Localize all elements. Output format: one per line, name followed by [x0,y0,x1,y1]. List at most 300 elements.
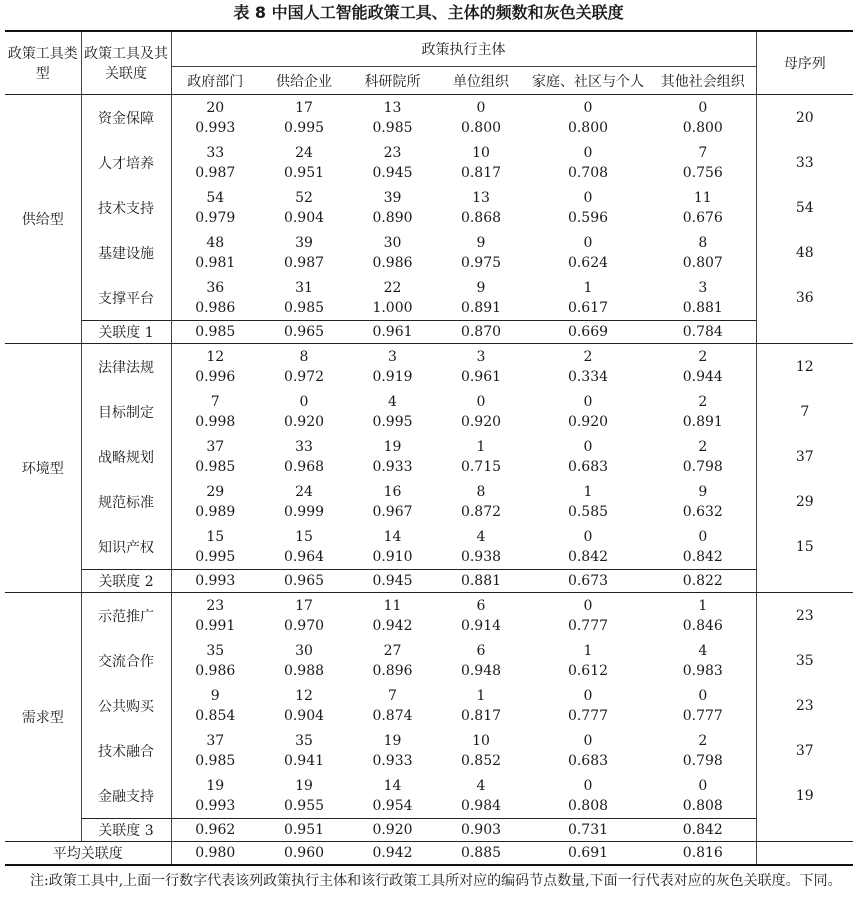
value-cell [259,593,349,639]
degree-value: 0.585 [567,503,609,520]
count-value: 0 [698,687,708,704]
value-cell [436,683,526,728]
count-value: 7 [698,144,708,161]
value-cell [259,95,349,141]
degree-value: 0.986 [195,299,236,316]
count-value: 22 [383,279,402,296]
value-cell [259,275,349,321]
count-value: 2 [583,348,593,365]
table-row [5,95,853,141]
count-value: 19 [206,777,225,794]
count-value: 3 [476,348,486,365]
value-cell [259,524,349,570]
count-value: 9 [698,483,708,500]
count-value: 13 [472,189,490,206]
count-value: 0 [698,99,708,116]
count-value: 37 [206,438,225,455]
tool-name: 战略规划 [81,434,171,479]
header-subject: 科研院所 [349,67,436,95]
value-cell [259,773,349,819]
value-cell [526,479,650,524]
count-value: 0 [583,393,593,410]
mother-value: 36 [795,289,814,306]
degree-value: 0.981 [195,254,236,271]
value-cell [650,773,756,819]
value-cell [436,140,526,185]
value-cell [526,524,650,570]
degree-value: 0.989 [195,503,236,520]
value-cell [171,434,259,479]
summary-label: 关联度 3 [81,819,171,842]
degree-value: 0.777 [682,707,723,724]
summary-value: 0.784 [650,321,756,344]
degree-value: 0.715 [460,458,502,475]
degree-value: 0.985 [372,119,413,136]
count-value: 37 [206,732,225,749]
value-cell [349,479,436,524]
count-value: 39 [383,189,402,206]
value-cell [526,185,650,230]
degree-value: 0.986 [372,254,413,271]
mother-value: 37 [795,448,814,465]
average-label: 平均关联度 [5,842,171,866]
count-value: 12 [206,348,225,365]
value-cell [349,230,436,275]
count-value: 0 [299,393,309,410]
header-subject: 其他社会组织 [650,67,756,95]
degree-value: 0.986 [195,662,236,679]
value-cell [526,728,650,773]
degree-value: 0.612 [567,662,609,679]
count-value: 23 [383,144,402,161]
count-value: 27 [383,642,402,659]
count-value: 2 [698,732,708,749]
tool-type: 需求型 [5,593,81,842]
value-cell [526,140,650,185]
count-value: 29 [206,483,225,500]
degree-value: 0.993 [195,797,236,814]
degree-value: 0.798 [682,752,723,769]
table-row [5,275,853,321]
header-mother: 母序列 [756,31,853,95]
degree-value: 0.846 [682,617,723,634]
value-cell [650,230,756,275]
value-cell [436,434,526,479]
degree-value: 0.891 [460,299,502,316]
degree-value: 0.683 [567,752,609,769]
degree-value: 0.970 [283,617,325,634]
degree-value: 0.967 [372,503,413,520]
degree-value: 0.983 [682,662,723,679]
degree-value: 0.890 [372,209,413,226]
mother-value: 29 [795,493,814,510]
degree-value: 0.708 [567,164,609,181]
value-cell [349,593,436,639]
count-value: 30 [295,642,313,659]
degree-value: 0.988 [283,662,325,679]
mother-value: 12 [795,358,814,375]
value-cell [436,344,526,390]
degree-value: 0.999 [283,503,325,520]
degree-value: 0.938 [460,548,502,565]
value-cell [259,389,349,434]
degree-value: 0.808 [567,797,609,814]
value-cell [349,773,436,819]
mother-value: 15 [795,538,814,555]
count-value: 0 [583,528,593,545]
value-cell [436,230,526,275]
degree-value: 0.807 [682,254,723,271]
header-subjects-group: 政策执行主体 [171,31,756,67]
count-value: 6 [476,642,486,659]
mother-value: 33 [795,154,814,171]
table-row [5,230,853,275]
mother-value: 19 [795,787,814,804]
count-value: 1 [583,483,593,500]
count-value: 15 [295,528,313,545]
summary-value: 0.951 [259,819,349,842]
degree-value: 0.624 [567,254,609,271]
degree-value: 0.996 [195,368,236,385]
degree-value: 0.920 [283,413,325,430]
value-cell [259,344,349,390]
table-row [5,638,853,683]
header-type: 政策工具类型 [5,31,81,95]
value-cell [436,95,526,141]
value-cell [349,389,436,434]
value-cell [436,773,526,819]
count-value: 19 [295,777,313,794]
value-cell [259,230,349,275]
value-cell [650,140,756,185]
degree-value: 0.808 [682,797,723,814]
count-value: 35 [206,642,225,659]
summary-value: 0.945 [349,570,436,593]
count-value: 17 [295,99,313,116]
table-row [5,389,853,434]
average-value: 0.980 [171,842,259,866]
tool-name: 金融支持 [81,773,171,819]
count-value: 48 [206,234,225,251]
tool-name: 人才培养 [81,140,171,185]
value-cell [436,728,526,773]
value-cell [259,140,349,185]
summary-value: 0.669 [526,321,650,344]
value-cell [171,185,259,230]
degree-value: 0.632 [682,503,723,520]
value-cell [436,593,526,639]
count-value: 9 [476,234,486,251]
degree-value: 0.987 [283,254,325,271]
value-cell [349,434,436,479]
degree-value: 0.933 [372,458,413,475]
tool-name: 交流合作 [81,638,171,683]
table-title: 表 8 中国人工智能政策工具、主体的频数和灰色关联度 [233,3,624,22]
degree-value: 0.954 [372,797,413,814]
degree-value: 0.951 [283,164,325,181]
tool-name: 支撑平台 [81,275,171,321]
mother-value: 35 [795,652,814,669]
count-value: 54 [206,189,225,206]
count-value: 7 [210,393,220,410]
table-row [5,593,853,639]
value-cell [171,230,259,275]
count-value: 24 [295,483,313,500]
degree-value: 1.000 [372,299,413,316]
count-value: 19 [383,438,402,455]
degree-value: 0.948 [460,662,502,679]
summary-row [5,321,853,344]
average-value: 0.942 [349,842,436,866]
value-cell [259,683,349,728]
count-value: 11 [693,189,712,206]
summary-value: 0.842 [650,819,756,842]
count-value: 14 [383,528,402,545]
count-value: 1 [476,687,486,704]
count-value: 0 [583,597,593,614]
count-value: 0 [476,99,486,116]
summary-value: 0.961 [349,321,436,344]
table-row [5,344,853,390]
average-value: 0.691 [526,842,650,866]
tool-name: 基建设施 [81,230,171,275]
degree-value: 0.842 [682,548,723,565]
tool-type: 环境型 [5,344,81,593]
count-value: 2 [698,438,708,455]
policy-table [5,30,853,866]
degree-value: 0.985 [195,458,236,475]
degree-value: 0.993 [195,119,236,136]
count-value: 4 [388,393,397,410]
value-cell [650,389,756,434]
summary-value: 0.870 [436,321,526,344]
average-value: 0.885 [436,842,526,866]
count-value: 31 [295,279,313,296]
degree-value: 0.904 [283,209,325,226]
count-value: 11 [383,597,402,614]
value-cell [526,389,650,434]
value-cell [171,773,259,819]
degree-value: 0.800 [682,119,723,136]
value-cell [349,344,436,390]
mother-value: 7 [800,403,810,420]
value-cell [650,524,756,570]
count-value: 4 [476,528,486,545]
header-subject: 单位组织 [436,67,526,95]
table-row [5,185,853,230]
tool-name: 规范标准 [81,479,171,524]
value-cell [259,479,349,524]
count-value: 3 [388,348,397,365]
count-value: 33 [295,438,313,455]
value-cell [259,185,349,230]
count-value: 14 [383,777,402,794]
degree-value: 0.904 [283,707,325,724]
mother-value: 37 [795,742,814,759]
degree-value: 0.777 [567,617,609,634]
count-value: 17 [295,597,313,614]
count-value: 19 [383,732,402,749]
value-cell [171,524,259,570]
summary-value: 0.903 [436,819,526,842]
table-row [5,683,853,728]
value-cell [650,593,756,639]
value-cell [526,593,650,639]
summary-value: 0.881 [436,570,526,593]
degree-value: 0.910 [372,548,413,565]
degree-value: 0.596 [567,209,609,226]
value-cell [526,275,650,321]
tool-name: 示范推广 [81,593,171,639]
count-value: 0 [698,528,708,545]
degree-value: 0.896 [372,662,413,679]
summary-value: 0.731 [526,819,650,842]
mother-value: 23 [795,607,814,624]
degree-value: 0.334 [567,368,609,385]
degree-value: 0.995 [372,413,413,430]
value-cell [436,638,526,683]
count-value: 4 [698,642,708,659]
summary-value: 0.993 [171,570,259,593]
value-cell [349,683,436,728]
count-value: 16 [383,483,402,500]
value-cell [349,140,436,185]
degree-value: 0.798 [682,458,723,475]
value-cell [650,638,756,683]
value-cell [526,344,650,390]
tool-name: 知识产权 [81,524,171,570]
value-cell [650,683,756,728]
count-value: 15 [206,528,225,545]
tool-name: 公共购买 [81,683,171,728]
count-value: 2 [698,393,708,410]
header-subject: 家庭、社区与个人 [526,67,650,95]
value-cell [436,275,526,321]
value-cell [436,479,526,524]
count-value: 1 [698,597,708,614]
summary-value: 0.965 [259,570,349,593]
value-cell [436,185,526,230]
count-value: 9 [210,687,220,704]
count-value: 0 [583,144,593,161]
count-value: 0 [583,99,593,116]
degree-value: 0.961 [460,368,502,385]
value-cell [259,434,349,479]
count-value: 0 [583,438,593,455]
count-value: 33 [206,144,225,161]
tool-type: 供给型 [5,95,81,344]
degree-value: 0.854 [195,707,236,724]
count-value: 10 [472,732,490,749]
value-cell [171,728,259,773]
tool-name: 法律法规 [81,344,171,390]
degree-value: 0.920 [567,413,609,430]
count-value: 1 [583,279,593,296]
value-cell [650,479,756,524]
degree-value: 0.985 [283,299,325,316]
degree-value: 0.919 [372,368,413,385]
count-value: 0 [583,732,593,749]
summary-blank [756,570,853,593]
count-value: 4 [476,777,486,794]
summary-blank [756,321,853,344]
average-row [5,842,853,866]
summary-row [5,570,853,593]
degree-value: 0.945 [372,164,413,181]
count-value: 6 [476,597,486,614]
value-cell [650,434,756,479]
degree-value: 0.676 [682,209,723,226]
count-value: 30 [383,234,402,251]
degree-value: 0.891 [682,413,723,430]
value-cell [171,683,259,728]
degree-value: 0.933 [372,752,413,769]
mother-value: 20 [795,109,814,126]
degree-value: 0.991 [195,617,236,634]
count-value: 10 [472,144,490,161]
degree-value: 0.920 [460,413,502,430]
count-value: 13 [383,99,402,116]
degree-value: 0.756 [682,164,723,181]
table-row [5,479,853,524]
summary-blank [756,819,853,842]
mother-value: 48 [795,244,814,261]
value-cell [650,275,756,321]
value-cell [171,593,259,639]
value-cell [171,389,259,434]
count-value: 39 [295,234,313,251]
value-cell [349,275,436,321]
mother-value: 54 [795,199,814,216]
table-row [5,524,853,570]
table-note: 注:政策工具中,上面一行数字代表该列政策执行主体和该行政策工具所对应的编码节点数量,下面一行代表对应的灰色关联度。下同。 [30,873,842,889]
value-cell [171,638,259,683]
value-cell [436,389,526,434]
summary-label: 关联度 2 [81,570,171,593]
degree-value: 0.985 [195,752,236,769]
value-cell [349,524,436,570]
count-value: 8 [299,348,309,365]
count-value: 20 [206,99,225,116]
tool-name: 资金保障 [81,95,171,141]
table-row [5,773,853,819]
value-cell [171,95,259,141]
degree-value: 0.955 [283,797,325,814]
count-value: 1 [583,642,593,659]
degree-value: 0.964 [283,548,325,565]
count-value: 7 [388,687,397,704]
degree-value: 0.842 [567,548,609,565]
value-cell [526,95,650,141]
degree-value: 0.817 [460,707,502,724]
degree-value: 0.941 [283,752,325,769]
average-blank [756,842,853,866]
degree-value: 0.998 [195,413,236,430]
value-cell [171,344,259,390]
value-cell [349,95,436,141]
degree-value: 0.987 [195,164,236,181]
degree-value: 0.617 [567,299,609,316]
degree-value: 0.975 [460,254,502,271]
value-cell [436,524,526,570]
degree-value: 0.979 [195,209,236,226]
degree-value: 0.874 [372,707,413,724]
value-cell [526,638,650,683]
header-subject: 供给企业 [259,67,349,95]
value-cell [650,95,756,141]
degree-value: 0.972 [283,368,325,385]
degree-value: 0.942 [372,617,413,634]
